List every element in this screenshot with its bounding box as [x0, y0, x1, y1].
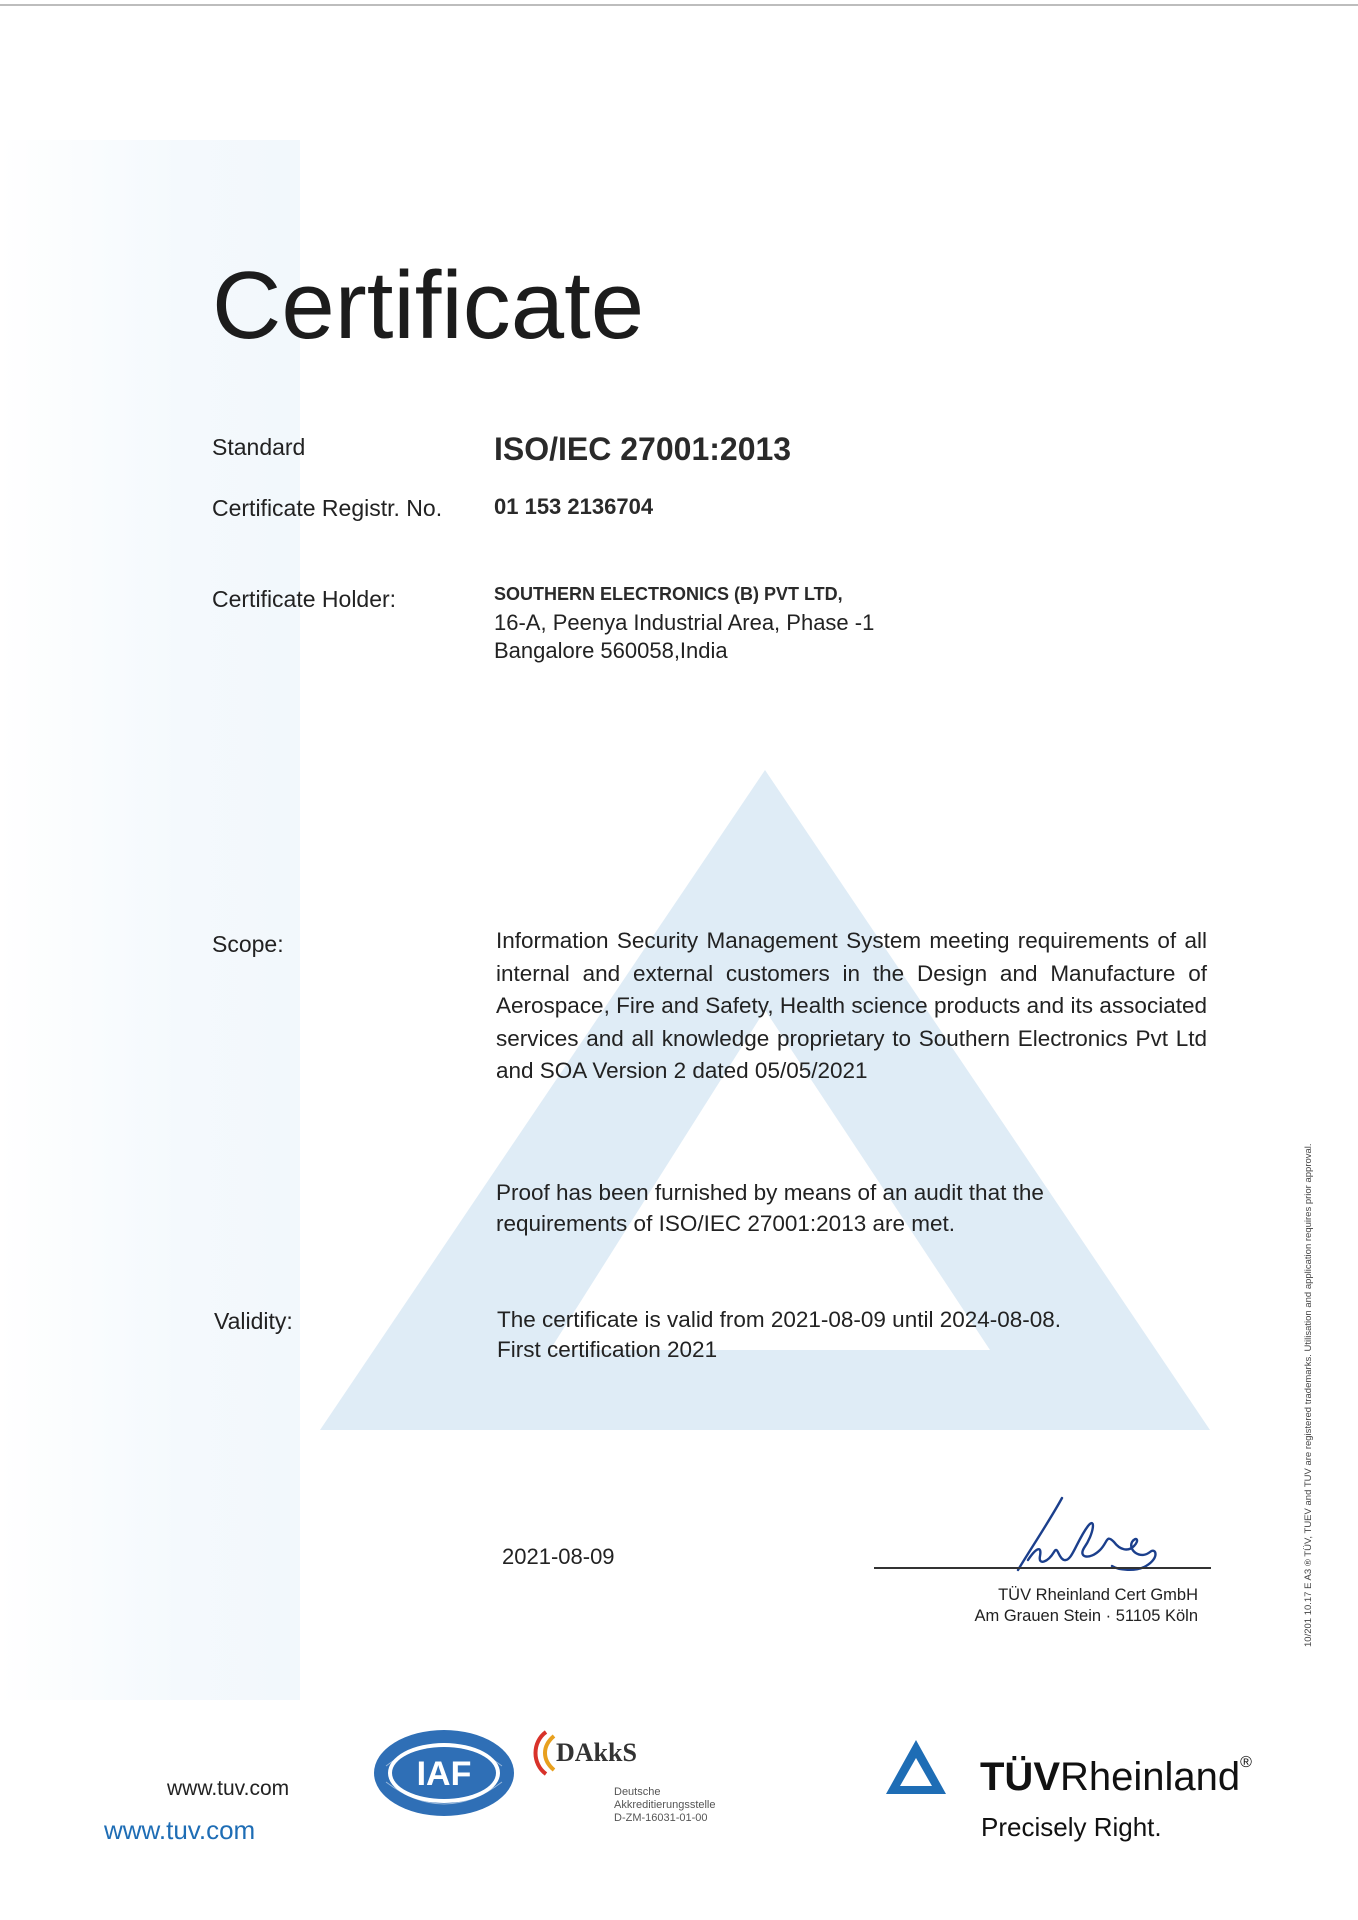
iaf-logo: [372, 1728, 516, 1818]
validity-label: Validity:: [214, 1308, 293, 1334]
registration-value: 01 153 2136704: [494, 494, 654, 519]
holder-label: Certificate Holder:: [212, 586, 397, 612]
svg-text:IAF: IAF: [416, 1755, 472, 1793]
tuv-brand-bold: TÜV: [980, 1755, 1060, 1799]
tuv-slogan: Precisely Right.: [981, 1812, 1162, 1842]
left-tint-band: [0, 140, 300, 1700]
holder-address-line-1: 16-A, Peenya Industrial Area, Phase -1: [494, 610, 875, 635]
registration-label: Certificate Registr. No.: [212, 495, 443, 521]
standard-label: Standard: [212, 434, 306, 460]
top-rule: [0, 4, 1358, 6]
validity-period: The certificate is valid from 2021-08-09 until 2024-08-08.: [497, 1307, 1062, 1332]
validity-text: [497, 1305, 1061, 1365]
holder-name: SOUTHERN ELECTRONICS (B) PVT LTD,: [494, 584, 843, 604]
scope-label: Scope:: [212, 931, 284, 957]
trademark-note: 10/201 10.17 E A3 ® TÜV, TUEV and TUV are registered trademarks. Utilisation and application requires prior approval.: [1303, 1143, 1314, 1647]
dakks-name: DAkkS: [556, 1738, 637, 1767]
tuv-brand-regular: Rheinland: [1060, 1755, 1241, 1799]
dakks-line-2: Akkreditierungsstelle: [614, 1799, 716, 1811]
tuv-triangle-icon: [884, 1738, 948, 1796]
footer-url-blue: www.tuv.com: [104, 1815, 256, 1845]
dakks-arcs-icon: [524, 1728, 560, 1778]
issuer-block: [874, 1587, 1198, 1624]
proof-text: Proof has been furnished by means of an audit that the requirements of ISO/IEC 27001:2013 are met.: [496, 1180, 1044, 1236]
dakks-subtitle: [614, 1786, 716, 1825]
tuv-reg-mark: ®: [1240, 1754, 1252, 1771]
dakks-line-1: Deutsche: [614, 1786, 661, 1798]
scope-text: Information Security Management System meeting requirements of all internal and external customers in the Design and Manufacture of Aerospace, Fire and Safety, Health science products and its associated services and all knowledge proprietary to Southern Electronics Pvt Ltd and SOA Version 2 dated 05/05/2021: [496, 928, 1207, 1083]
tuv-brand: [980, 1754, 1252, 1799]
footer-url-dark: www.tuv.com: [167, 1777, 290, 1800]
signature-line: [874, 1567, 1211, 1569]
dakks-line-3: D-ZM-16031-01-00: [614, 1812, 708, 1824]
holder-address-line-2: Bangalore 560058,India: [494, 638, 728, 663]
dakks-logo: [524, 1722, 754, 1842]
issuer-name: TÜV Rheinland Cert GmbH: [998, 1586, 1198, 1604]
standard-value: ISO/IEC 27001:2013: [494, 431, 792, 467]
certificate-title: Certificate: [212, 252, 645, 359]
issue-date: 2021-08-09: [502, 1544, 615, 1569]
first-certification: First certification 2021: [497, 1337, 718, 1362]
issuer-address: Am Grauen Stein · 51105 Köln: [974, 1606, 1198, 1625]
